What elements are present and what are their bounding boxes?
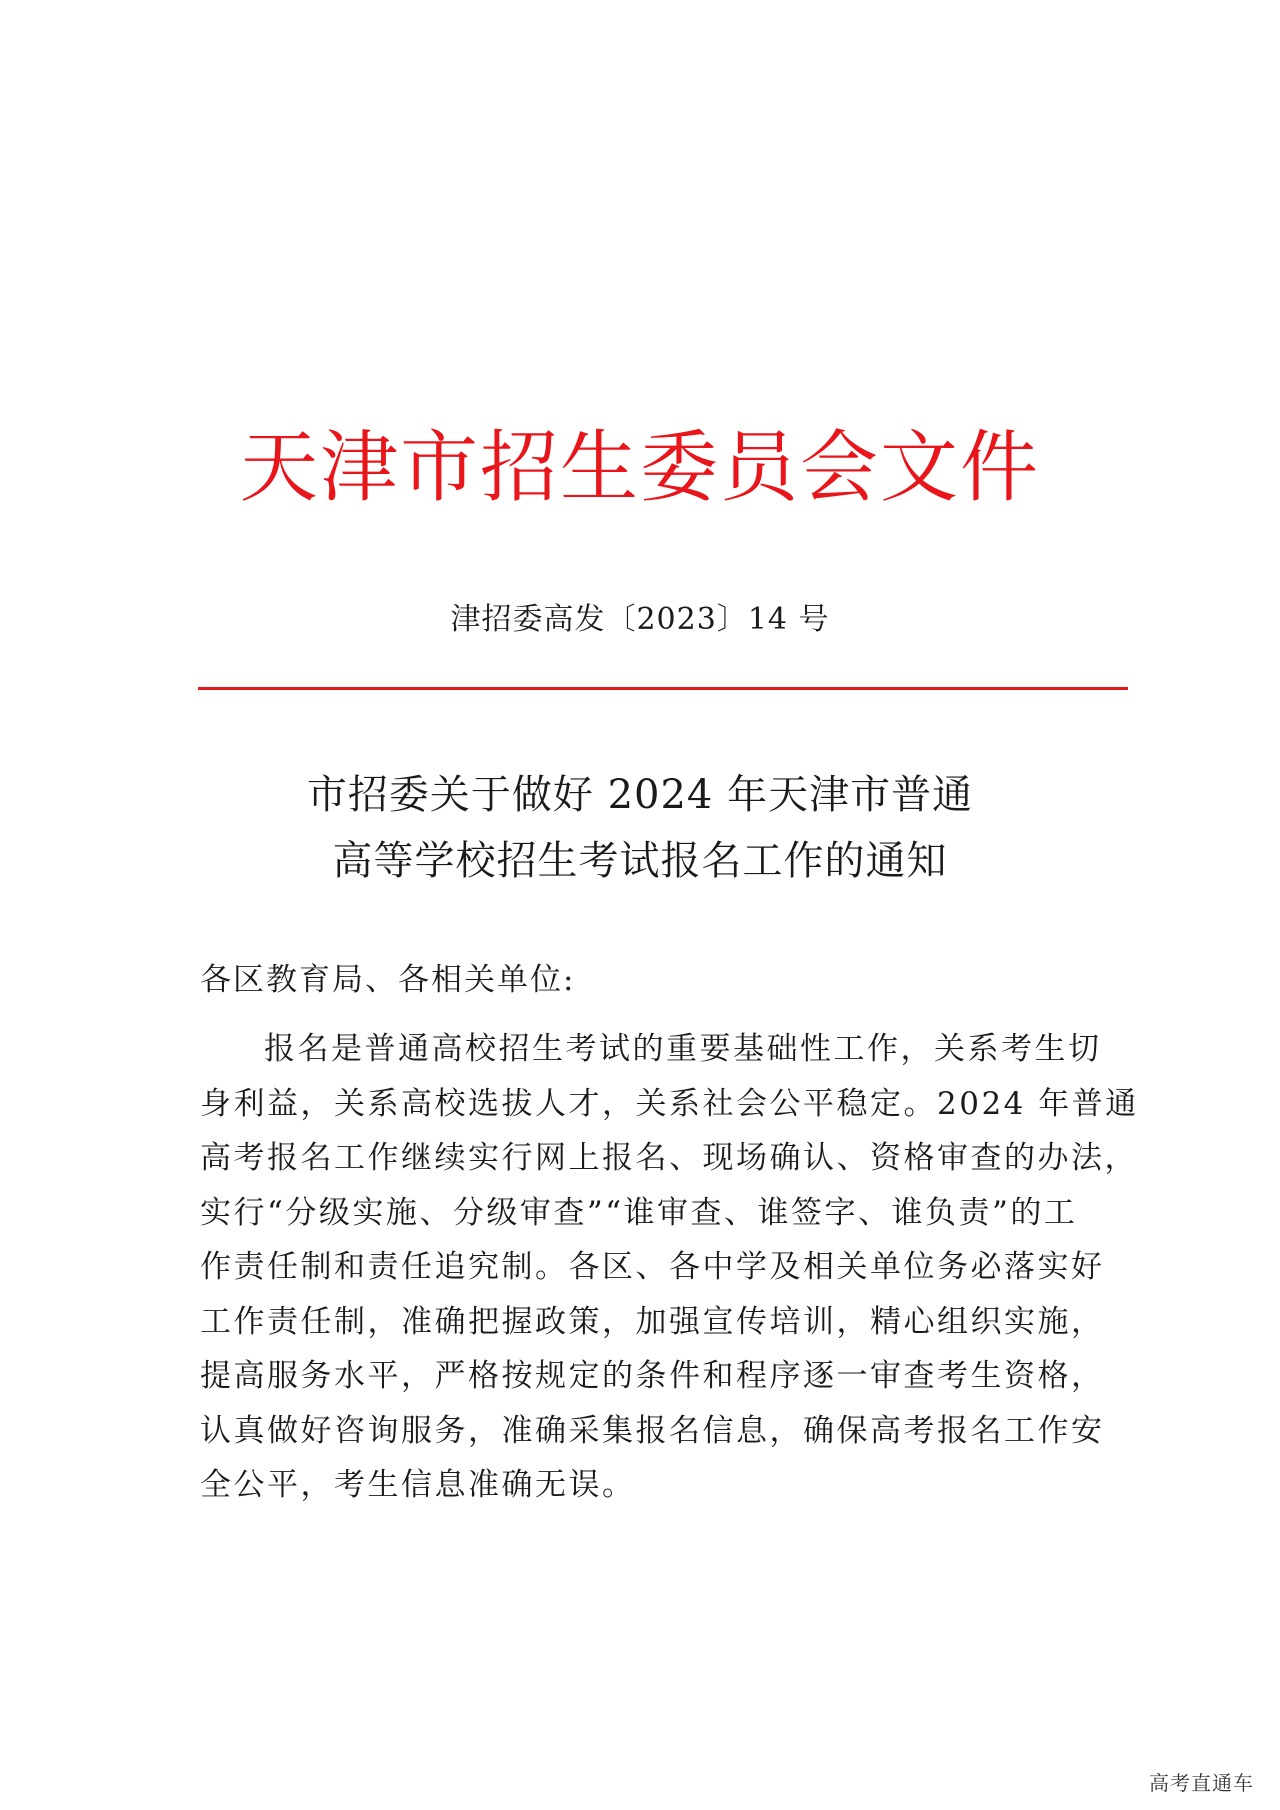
notice-title-line-2: 高等学校招生考试报名工作的通知 [332, 838, 948, 884]
document-number: 津招委高发〔2023〕14 号 [450, 602, 830, 637]
body-line: 身利益，关系高校选拔人才，关系社会公平稳定。2024 年普通 [200, 1085, 1139, 1122]
notice-title [0, 762, 1280, 894]
body-line: 提高服务水平，严格按规定的条件和程序逐一审查考生资格， [200, 1358, 1105, 1394]
masthead-title: 天津市招生委员会文件 [239, 423, 1040, 513]
body-line: 全公平，考生信息准确无误。 [200, 1467, 636, 1503]
body-line: 高考报名工作继续实行网上报名、现场确认、资格审查的办法， [200, 1140, 1138, 1176]
body-line: 报名是普通高校招生考试的重要基础性工作，关系考生切 [264, 1031, 1102, 1067]
body-line: 工作责任制，准确把握政策，加强宣传培训，精心组织实施， [200, 1303, 1105, 1340]
addressee: 各区教育局、各相关单位: [200, 962, 576, 998]
body-line: 作责任制和责任追究制。各区、各中学及相关单位务必落实好 [200, 1249, 1105, 1285]
notice-title-line-1: 市招委关于做好 2024 年天津市普通 [306, 772, 974, 818]
red-divider-line [198, 687, 1128, 690]
body-paragraph [200, 1022, 1139, 1513]
body-line: 实行“分级实施、分级审查”“谁审查、谁签字、谁负责”的工 [200, 1194, 1078, 1231]
body-line: 认真做好咨询服务，准确采集报名信息，确保高考报名工作安 [200, 1412, 1105, 1449]
source-watermark: 高考直通车 [1149, 1771, 1254, 1795]
